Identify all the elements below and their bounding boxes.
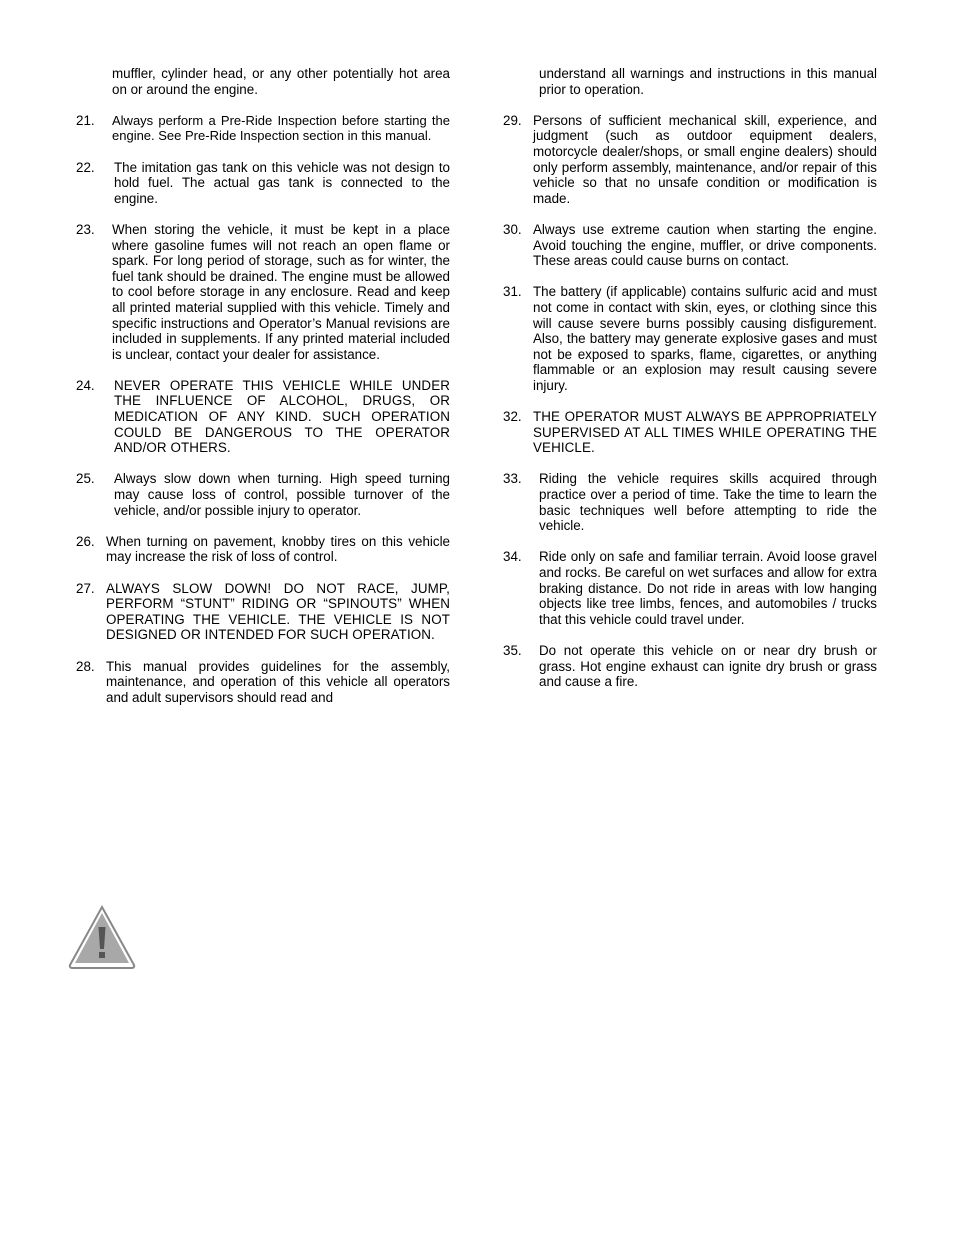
- list-item-26: [76, 534, 450, 565]
- item-number: 30.: [503, 221, 522, 237]
- item-number: 27.: [76, 580, 95, 596]
- item-text: Always slow down when turning. High speed turning may cause loss of control, possible turnover of the vehicle, and/or possible injury to operator.: [114, 471, 450, 518]
- item-number: 22.: [76, 159, 95, 175]
- item-text: When storing the vehicle, it must be kept in a place where gasoline fumes will not reach an open flame or spark. For long period of storage, such as for winter, the fuel tank should be drained. The engine must be allowed to cool before storage in any enclosure. Read and keep all printed material supplied with this vehicle. Timely and specific instructions and Operator’s Manual revisions are included in supplements. If any printed material included is unclear, contact your dealer for assistance.: [112, 221, 450, 362]
- item-text: Ride only on safe and familiar terrain. Avoid loose gravel and rocks. Be careful on wet surfaces and allow for extra braking distance. Do not ride in areas with low hanging objects like tree limbs, fences, and automobiles / trucks that this vehicle could travel under.: [539, 549, 877, 627]
- item-number: 35.: [503, 642, 522, 658]
- item-number: 21.: [76, 112, 95, 128]
- list-item-23: [76, 222, 450, 362]
- item-number: 24.: [76, 377, 95, 393]
- right-column: [503, 66, 877, 705]
- item-number: 29.: [503, 112, 522, 128]
- item-text: Do not operate this vehicle on or near dry brush or grass. Hot engine exhaust can ignite dry brush or grass and cause a fire.: [539, 642, 877, 690]
- item-number: 33.: [503, 471, 522, 487]
- list-item-34: [503, 549, 877, 627]
- item-text: muffler, cylinder head, or any other potentially hot area on or around the engine.: [112, 66, 450, 97]
- list-item-24: [76, 378, 450, 456]
- list-item-25: [76, 471, 450, 518]
- item-text: Persons of sufficient mechanical skill, experience, and judgment (such as outdoor equipment dealers, motorcycle dealer/shops, or small engine dealers) should only perform assembly, maintenance, and/or repair of this vehicle so that no unsafe condition or modification is made.: [533, 112, 877, 206]
- list-item-33: [503, 471, 877, 533]
- list-item-30: [503, 222, 877, 269]
- item-number: 23.: [76, 221, 95, 237]
- item-text: Always perform a Pre-Ride Inspection before starting the engine. See Pre-Ride Inspection section in this manual.: [112, 112, 450, 144]
- list-item-21: [76, 113, 450, 144]
- item-text: The imitation gas tank on this vehicle was not design to hold fuel. The actual gas tank is connected to the engine.: [114, 159, 450, 206]
- list-item-continuation-right: [503, 66, 877, 97]
- item-number: 28.: [76, 658, 95, 674]
- item-text: When turning on pavement, knobby tires on this vehicle may increase the risk of loss of control.: [106, 533, 450, 565]
- list-item-22: [76, 160, 450, 207]
- item-text: NEVER OPERATE THIS VEHICLE WHILE UNDER THE INFLUENCE OF ALCOHOL, DRUGS, OR MEDICATION OF ANY KIND. SUCH OPERATION COULD BE DANGEROUS TO THE OPERATOR AND/OR OTHERS.: [114, 377, 450, 456]
- list-item-27: [76, 581, 450, 643]
- item-number: 31.: [503, 284, 522, 300]
- item-text: understand all warnings and instructions in this manual prior to operation.: [539, 66, 877, 97]
- warning-triangle-icon: [68, 905, 136, 970]
- item-number: 34.: [503, 549, 522, 565]
- exclamation-dot: [99, 952, 105, 958]
- item-text: The battery (if applicable) contains sulfuric acid and must not come in contact with skin, eyes, or clothing since this will cause severe burns possibly causing disfigurement. Also, the battery may generate explosive gases and must not be exposed to sparks, flame, cigarettes, or anything flammable or an explosion may result causing severe injury.: [533, 284, 877, 393]
- list-item-35: [503, 643, 877, 690]
- list-item-29: [503, 113, 877, 207]
- item-text: ALWAYS SLOW DOWN! DO NOT RACE, JUMP, PERFORM “STUNT” RIDING OR “SPINOUTS” WHEN OPERATING THE VEHICLE. THE VEHICLE IS NOT DESIGNED OR INTENDED FOR SUCH OPERATION.: [106, 580, 450, 643]
- list-item-31: [503, 284, 877, 393]
- item-text: THE OPERATOR MUST ALWAYS BE APPROPRIATELY SUPERVISED AT ALL TIMES WHILE OPERATING THE VEHICLE.: [533, 409, 877, 456]
- item-text: This manual provides guidelines for the assembly, maintenance, and operation of this vehicle all operators and adult supervisors should read and: [106, 658, 450, 705]
- left-column: [76, 66, 450, 721]
- item-text: Riding the vehicle requires skills acquired through practice over a period of time. Take the time to learn the basic techniques well before attempting to ride the vehicle.: [539, 471, 877, 534]
- item-number: 26.: [76, 533, 95, 549]
- item-number: 25.: [76, 471, 95, 487]
- item-text: Always use extreme caution when starting the engine. Avoid touching the engine, muffler, or drive components. These areas could cause burns on contact.: [533, 221, 877, 269]
- list-item-28: [76, 659, 450, 706]
- item-number: 32.: [503, 409, 522, 425]
- list-item-continuation-left: [76, 66, 450, 97]
- list-item-32: [503, 409, 877, 456]
